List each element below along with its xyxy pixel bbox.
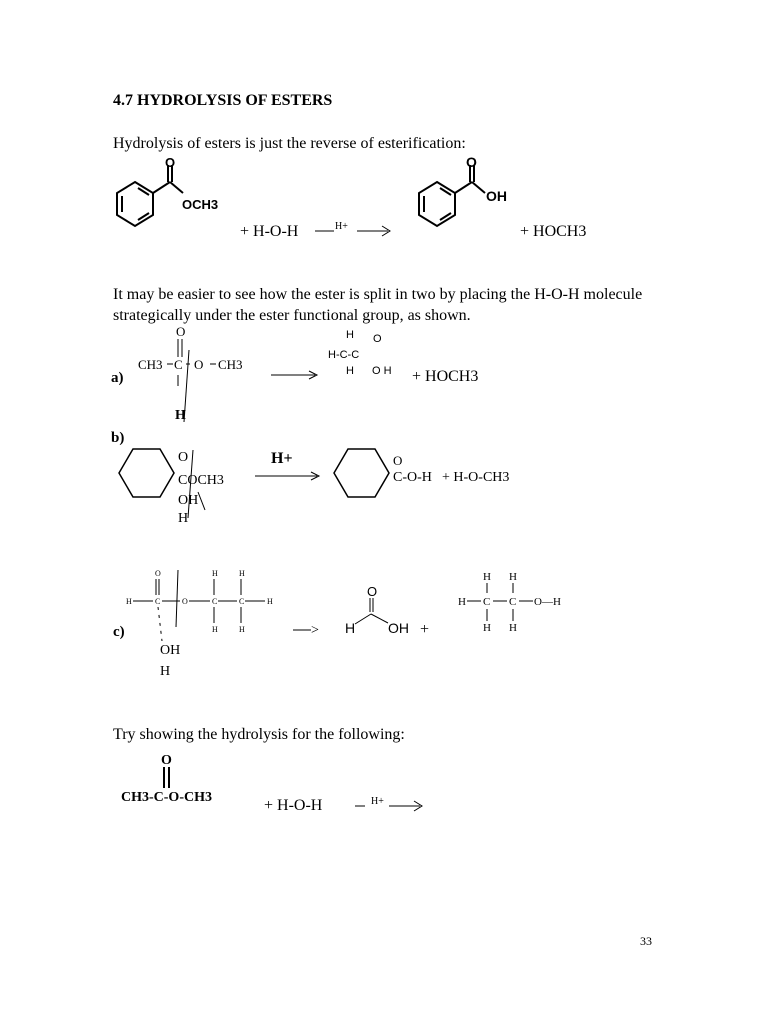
product-methanol: + HOCH3 xyxy=(520,223,587,240)
atom-c: C xyxy=(155,597,161,606)
atom-h: H xyxy=(458,596,466,608)
atom-h: H xyxy=(483,622,491,634)
water-h: H xyxy=(175,408,186,423)
arrow-a xyxy=(271,371,317,379)
example-c xyxy=(105,565,585,680)
exercise-catalyst: H+ xyxy=(371,796,384,807)
acid-o-b: O xyxy=(393,453,403,468)
acid-group-b: C-O-H xyxy=(393,470,432,485)
atom-h: H xyxy=(126,597,132,606)
ethanol-bonds xyxy=(467,583,533,621)
atom-c: C xyxy=(212,597,218,606)
atom-h: H xyxy=(239,569,245,578)
bonds-c xyxy=(133,570,265,641)
product-methanol-b: + H-O-CH3 xyxy=(442,470,510,485)
ester-left: CH3 xyxy=(138,357,163,372)
product-oh: O H xyxy=(372,365,392,377)
water-h-c: H xyxy=(160,664,171,679)
atom-h: H xyxy=(239,625,245,634)
atom-h: H xyxy=(267,597,273,606)
catalyst-b: H+ xyxy=(271,450,293,467)
reagent: + H-O-H xyxy=(240,223,299,240)
water-oh-c: OH xyxy=(160,643,181,658)
section-heading: 4.7 HYDROLYSIS OF ESTERS xyxy=(113,92,333,109)
plus-c: + xyxy=(420,621,430,638)
cyclohexane-ring xyxy=(119,449,174,497)
ethanol-oh: O—H xyxy=(534,596,561,608)
exercise-reagent: + H-O-H xyxy=(264,797,323,814)
acid-carbonyl-o: O xyxy=(466,155,477,170)
benzene-ring xyxy=(117,165,183,226)
product-methanol-a: + HOCH3 xyxy=(412,368,479,385)
ester-group: OCH3 xyxy=(182,197,219,212)
reaction-1 xyxy=(105,155,625,255)
ester-c: C xyxy=(174,357,183,372)
benzoic-acid xyxy=(419,165,485,226)
formic-oh: OH xyxy=(388,620,409,636)
ester-o: O xyxy=(194,357,204,372)
intro-text: Hydrolysis of esters is just the reverse of esterification: xyxy=(113,135,466,152)
atom-c: C xyxy=(239,597,245,606)
label-a: a) xyxy=(111,370,124,386)
atom-h: H xyxy=(483,571,491,583)
atom-o: O xyxy=(182,597,188,606)
ester-right: CH3 xyxy=(218,357,243,372)
page-number: 33 xyxy=(640,934,652,948)
arrow-head-c: > xyxy=(311,623,319,638)
water-oh-b: OH xyxy=(178,493,199,508)
atom-h: H xyxy=(212,625,218,634)
atom-h: H xyxy=(212,569,218,578)
product-h-bottom: H xyxy=(346,365,354,377)
catalyst: H+ xyxy=(335,221,348,232)
atom-o: O xyxy=(155,569,161,578)
exercise-formula: CH3-C-O-CH3 xyxy=(121,790,212,805)
ester-group-b: COCH3 xyxy=(178,473,224,488)
atom-c: C xyxy=(483,596,491,608)
atom-c: C xyxy=(509,596,517,608)
ester-carbonyl-o: O xyxy=(165,155,176,170)
example-a xyxy=(105,322,525,426)
product-o-top: O xyxy=(373,333,382,345)
label-b: b) xyxy=(111,430,125,446)
reaction-arrow xyxy=(315,226,390,236)
explanation-text: It may be easier to see how the ester is split in two by placing the H-O-H molecule strategically under the ester functional group, as shown. xyxy=(113,286,643,324)
water-h-b: H xyxy=(178,511,189,526)
arrow-b xyxy=(255,472,319,480)
atom-h: H xyxy=(509,571,517,583)
formic-o: O xyxy=(367,584,378,599)
exercise xyxy=(115,750,435,820)
product-row: H-C-C xyxy=(328,349,360,361)
carbonyl-o: O xyxy=(176,324,186,339)
cyclohexane-ring-product xyxy=(334,449,389,497)
exercise-carbonyl-o: O xyxy=(161,753,172,768)
prompt-text: Try showing the hydrolysis for the following: xyxy=(113,726,405,743)
example-b xyxy=(105,428,545,528)
formic-bonds xyxy=(355,598,388,624)
exercise-arrow xyxy=(355,801,422,811)
label-c: c) xyxy=(113,624,125,640)
formic-h: H xyxy=(345,620,356,636)
carbonyl-o-b: O xyxy=(178,450,189,465)
acid-group: OH xyxy=(486,188,507,204)
product-h-top: H xyxy=(346,329,354,341)
atom-h: H xyxy=(509,622,517,634)
